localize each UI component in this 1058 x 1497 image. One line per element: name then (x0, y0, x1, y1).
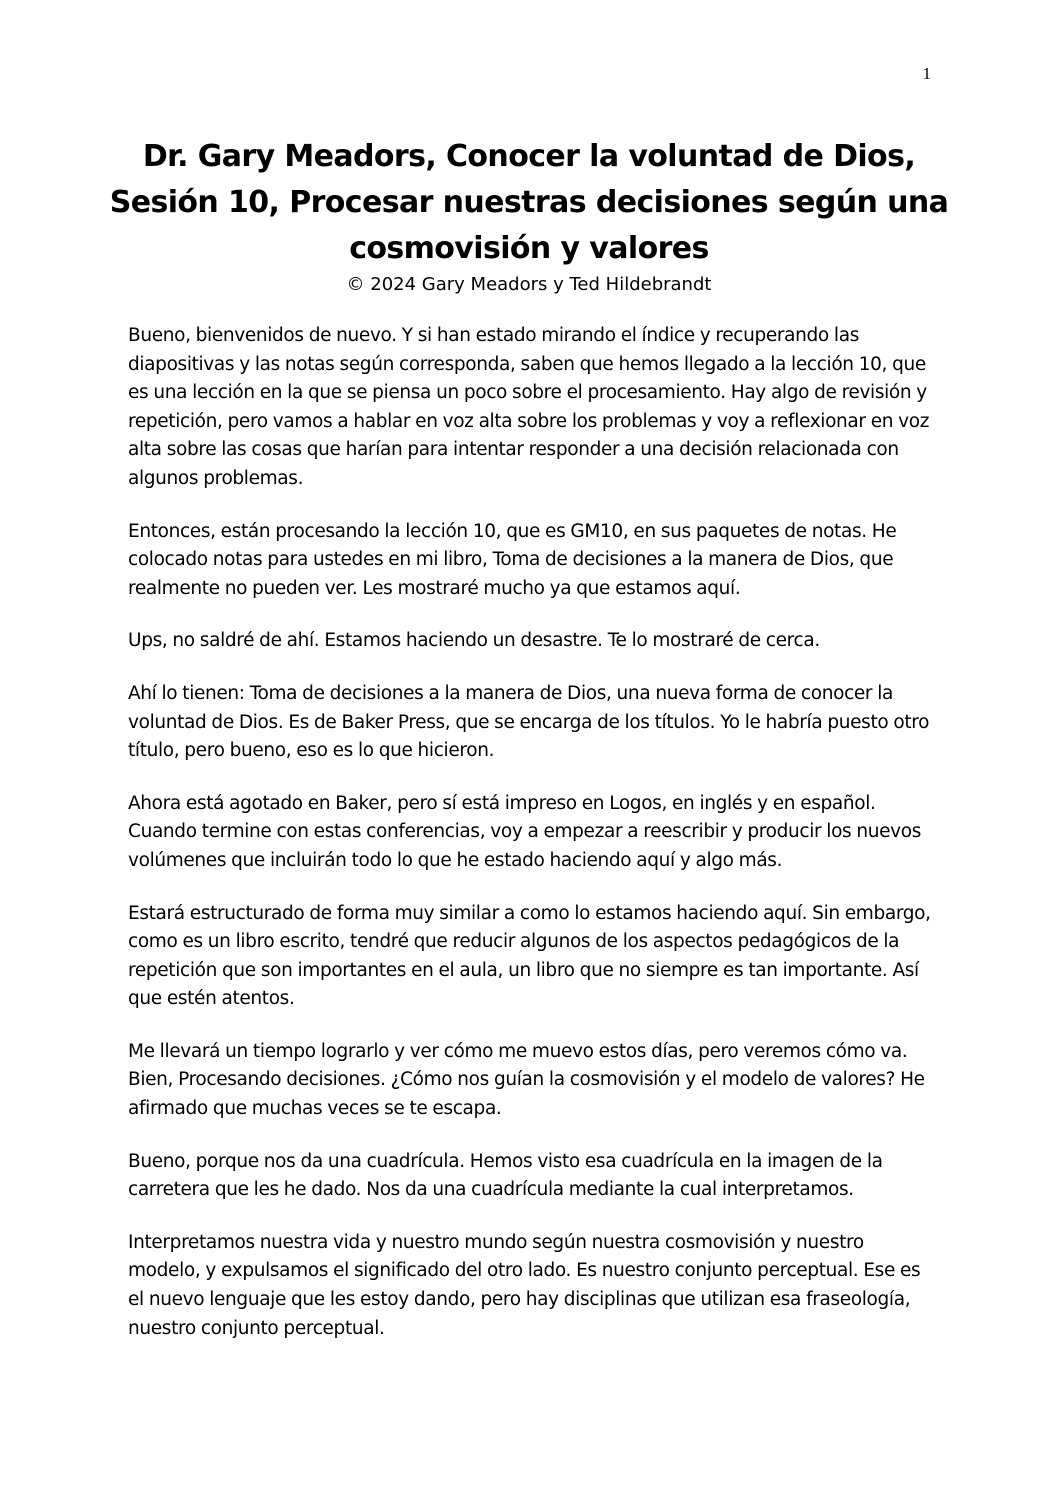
paragraph-9: Interpretamos nuestra vida y nuestro mundo según nuestra cosmovisión y nuestro modelo, y expulsamos el significado del otro lado. Es nuestro conjunto perceptual. Ese es el nuevo lenguaje que les estoy dando, pero hay disciplinas que utilizan esa fraseología, nuestro conjunto perceptual. (128, 1231, 921, 1339)
copyright-line: © 2024 Gary Meadors y Ted Hildebrandt (346, 274, 712, 295)
paragraph-6: Estará estructurado de forma muy similar a como lo estamos haciendo aquí. Sin embargo, como es un libro escrito, tendré que reducir algunos de los aspectos pedagógicos de la repetición que son importantes en el aula, un libro que no siempre es tan importante. Así que estén atentos. (128, 902, 931, 1010)
document-body (128, 322, 933, 1367)
paragraph-5: Ahora está agotado en Baker, pero sí está impreso en Logos, en inglés y en español. Cuando termine con estas conferencias, voy a empezar a reescribir y producir los nuevos volúmenes que incluirán todo lo que he estado haciendo aquí y algo más. (128, 792, 922, 871)
paragraph-4: Ahí lo tienen: Toma de decisiones a la manera de Dios, una nueva forma de conocer la voluntad de Dios. Es de Baker Press, que se encarga de los títulos. Yo le habría puesto otro título, pero bueno, eso es lo que hicieron. (128, 682, 930, 762)
paragraph-7: Me llevará un tiempo lograrlo y ver cómo me muevo estos días, pero veremos cómo va. Bien, Procesando decisiones. ¿Cómo nos guían la cosmovisión y el modelo de valores? He afirmado que muchas veces se te escapa. (128, 1040, 925, 1120)
document-header (100, 134, 958, 298)
paragraph-3: Ups, no saldré de ahí. Estamos haciendo un desastre. Te lo mostraré de cerca. (128, 630, 820, 652)
paragraph-2: Entonces, están procesando la lección 10, que es GM10, en sus paquetes de notas. He colocado notas para ustedes en mi libro, Toma de decisiones a la manera de Dios, que realmente no pueden ver. Les mostraré mucho ya que estamos aquí. (128, 520, 897, 599)
paragraph-8: Bueno, porque nos da una cuadrícula. Hemos visto esa cuadrícula en la imagen de la carretera que les he dado. Nos da una cuadrícula mediante la cual interpretamos. (128, 1150, 883, 1201)
document-title: Dr. Gary Meadors, Conocer la voluntad de Dios, Sesión 10, Procesar nuestras decisiones según una cosmovisión y valores (109, 139, 949, 266)
paragraph-1: Bueno, bienvenidos de nuevo. Y si han estado mirando el índice y recuperando las diapositivas y las notas según corresponda, saben que hemos llegado a la lección 10, que es una lección en la que se piensa un poco sobre el procesamiento. Hay algo de revisión y repetición, pero vamos a hablar en voz alta sobre los problemas y voy a reflexionar en voz alta sobre las cosas que harían para intentar responder a una decisión relacionada con algunos problemas. (128, 325, 930, 489)
page-number: 1 (922, 64, 931, 83)
